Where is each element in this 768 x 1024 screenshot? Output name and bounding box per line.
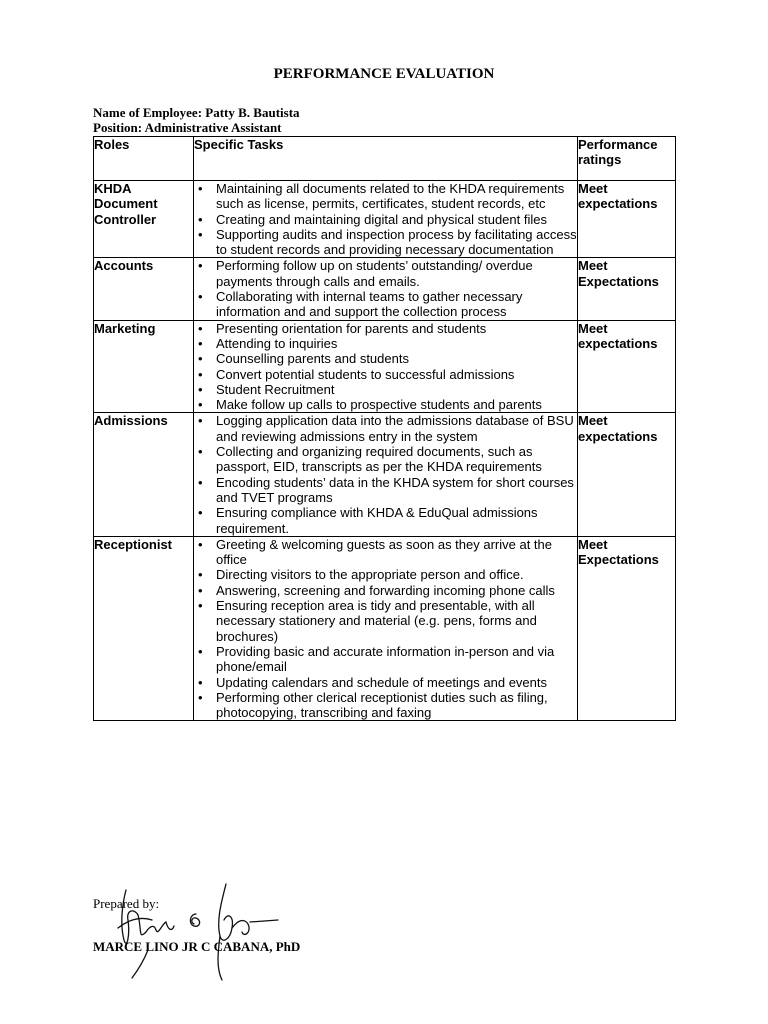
employee-info — [93, 105, 300, 135]
role-cell: Accounts — [94, 258, 194, 320]
page-title: PERFORMANCE EVALUATION — [273, 66, 495, 82]
role-cell: Marketing — [94, 320, 194, 413]
signatory-name: MARCE LINO JR C CABANA, PhD — [93, 939, 301, 954]
task-item: • Greeting & welcoming guests as soon as they arrive at the office — [194, 537, 577, 568]
header-roles: Roles — [94, 137, 194, 181]
task-list — [194, 181, 577, 257]
task-item: • Make follow up calls to prospective students and parents — [194, 397, 577, 412]
table-row — [94, 413, 676, 536]
role-cell: KHDA Document Controller — [94, 181, 194, 258]
rating-cell: Meet Expectations — [578, 258, 676, 320]
tasks-cell — [194, 413, 578, 536]
signature-image — [108, 880, 308, 990]
header-specific-tasks: Specific Tasks — [194, 137, 578, 181]
table-row — [94, 181, 676, 258]
role-cell: Receptionist — [94, 536, 194, 721]
task-item: • Performing other clerical receptionist duties such as filing, photocopying, transcribing and faxing — [194, 690, 577, 721]
header-performance-ratings: Performance ratings — [578, 137, 676, 181]
rating-cell: Meet expectations — [578, 320, 676, 413]
table-row — [94, 320, 676, 413]
employee-name: Name of Employee: Patty B. Bautista — [93, 105, 300, 120]
task-item: • Counselling parents and students — [194, 351, 577, 366]
task-item: • Student Recruitment — [194, 382, 577, 397]
task-list — [194, 413, 577, 535]
task-item: • Answering, screening and forwarding incoming phone calls — [194, 583, 577, 598]
table-row — [94, 258, 676, 320]
table-row — [94, 536, 676, 721]
task-item: • Providing basic and accurate information in-person and via phone/email — [194, 644, 577, 675]
task-item: • Ensuring reception area is tidy and presentable, with all necessary stationery and material (e.g. pens, forms and brochures) — [194, 598, 577, 644]
task-item: • Encoding students’ data in the KHDA system for short courses and TVET programs — [194, 475, 577, 506]
task-list — [194, 258, 577, 319]
tasks-cell — [194, 320, 578, 413]
task-item: • Ensuring compliance with KHDA & EduQual admissions requirement. — [194, 505, 577, 536]
task-item: • Performing follow up on students’ outstanding/ overdue payments through calls and emails. — [194, 258, 577, 289]
task-list — [194, 537, 577, 721]
role-cell: Admissions — [94, 413, 194, 536]
task-item: • Updating calendars and schedule of meetings and events — [194, 675, 577, 690]
task-list — [194, 321, 577, 413]
task-item: • Collaborating with internal teams to gather necessary information and and support the collection process — [194, 289, 577, 320]
task-item: • Logging application data into the admissions database of BSU and reviewing admissions entry in the system — [194, 413, 577, 444]
rating-cell: Meet expectations — [578, 181, 676, 258]
evaluation-table — [93, 136, 676, 721]
tasks-cell — [194, 258, 578, 320]
employee-position: Position: Administrative Assistant — [93, 120, 282, 135]
rating-cell: Meet Expectations — [578, 536, 676, 721]
prepared-by-label: Prepared by: — [93, 896, 160, 911]
task-item: • Presenting orientation for parents and students — [194, 321, 577, 336]
task-item: • Convert potential students to successful admissions — [194, 367, 577, 382]
tasks-cell — [194, 536, 578, 721]
task-item: • Attending to inquiries — [194, 336, 577, 351]
task-item: • Creating and maintaining digital and physical student files — [194, 212, 577, 227]
task-item: • Maintaining all documents related to the KHDA requirements such as license, permits, certificates, student records, etc — [194, 181, 577, 212]
task-item: • Collecting and organizing required documents, such as passport, EID, transcripts as per the KHDA requirements — [194, 444, 577, 475]
table-header-row — [94, 137, 676, 181]
task-item: • Supporting audits and inspection process by facilitating access to student records and providing necessary documentation — [194, 227, 577, 258]
rating-cell: Meet expectations — [578, 413, 676, 536]
task-item: • Directing visitors to the appropriate person and office. — [194, 567, 577, 582]
tasks-cell — [194, 181, 578, 258]
